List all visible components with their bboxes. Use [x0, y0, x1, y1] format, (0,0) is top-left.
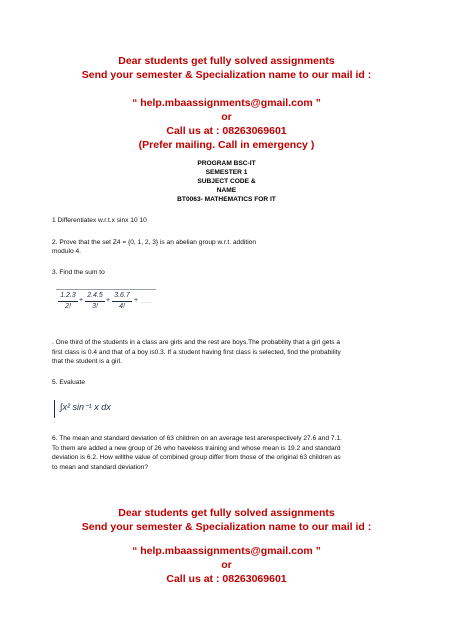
question-1: 1 Differentiatex w.r.t.x sinx 10 10 [52, 217, 147, 224]
term-3-denominator: 4! [119, 303, 125, 310]
term-3-numerator: 3.6.7 [114, 292, 130, 299]
header-email: “ help.mbaassignments@gmail.com ” [132, 97, 321, 109]
header-or: or [221, 111, 232, 123]
term-2-denominator: 3! [92, 303, 98, 310]
footer-line-2: Send your semester & Specialization name to our mail id : [81, 521, 372, 533]
question-5: 5. Evaluate [52, 379, 85, 386]
integral-formula [52, 398, 152, 422]
semester-label: SEMESTER 1 [205, 169, 248, 176]
name-label: NAME [216, 187, 237, 194]
question-6-line-3: deviation is 6.2. How willthe value of combined group differ from those of the original 63 children as [52, 454, 341, 461]
footer-email: “ help.mbaassignments@gmail.com ” [132, 545, 321, 557]
question-4-line-2: first class is 0.4 and that of a boy is0.3. If a student having first class is selected, find the probability [52, 348, 341, 356]
left-bar [54, 400, 55, 418]
plus-1: + [79, 297, 84, 304]
header-line-2: Send your semester & Specialization name to our mail id : [81, 69, 372, 81]
formula-top-rule [56, 289, 156, 290]
question-6-line-2: To them are added a new group of 26 who haveless training and whose mean is 19.2 and standard [52, 444, 341, 452]
term-1-numerator: 1.2.3 [60, 292, 76, 299]
series-formula [52, 289, 182, 319]
term-3-fraction-bar [112, 301, 132, 302]
program-label: PROGRAM BSC-IT [197, 160, 256, 167]
question-4-line-1: . One third of the students in a class are girls and the rest are boys.The probability that a girl gets a [52, 339, 341, 346]
header-line-1: Dear students get fully solved assignments [118, 55, 335, 67]
term-2-numerator: 2.4.5 [87, 292, 103, 299]
header-call: Call us at : 08263069601 [166, 125, 287, 137]
footer-call: Call us at : 08263069601 [166, 573, 287, 585]
question-2-line-2: modulo 4. [52, 248, 81, 255]
term-1-fraction-bar [58, 301, 78, 302]
ellipsis: …… [140, 299, 152, 305]
plus-2: + [106, 297, 111, 304]
term-1-denominator: 2! [65, 303, 71, 310]
question-6-line-4: to mean and standard deviation? [52, 463, 149, 471]
header-prefer: (Prefer mailing. Call in emergency ) [138, 139, 315, 151]
question-2-line-1: 2. Prove that the set Z4 = {0, 1, 2, 3} is an abelian group w.r.t. addition [52, 239, 256, 246]
subject-code-label: SUBJECT CODE & [197, 178, 256, 185]
term-2-fraction-bar [85, 301, 105, 302]
course-title: BT0063- MATHEMATICS FOR IT [177, 196, 276, 203]
question-3: 3. Find the sum to [52, 269, 105, 276]
plus-3: + [134, 297, 139, 304]
footer-or: or [221, 559, 232, 571]
integral-expression: ∫x² sin⁻¹ x dx [60, 402, 111, 412]
question-4-line-3: that the student is a girl. [52, 358, 123, 365]
footer-line-1: Dear students get fully solved assignments [118, 507, 335, 519]
question-6-line-1: 6. The mean and standard deviation of 63 children on an average test arerespectively 27.6 and 7.1. [52, 435, 342, 442]
